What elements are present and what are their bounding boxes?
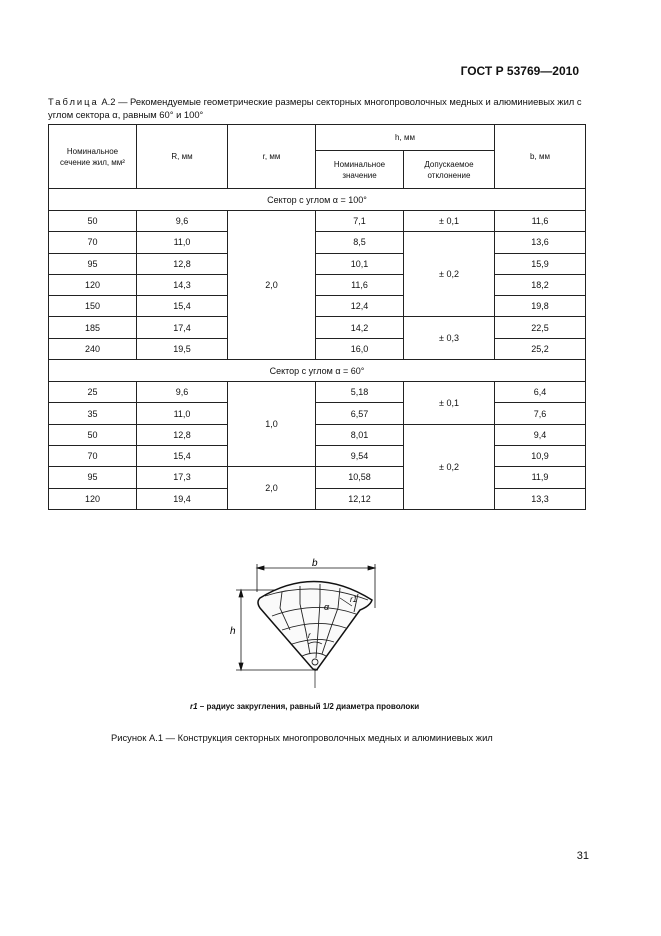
table-caption-number: А.2 [101,96,116,107]
cell-section: 120 [49,274,137,295]
table-row [49,488,586,509]
cell-h: 9,54 [316,445,404,466]
cell-section: 25 [49,382,137,403]
table-row [49,253,586,274]
cell-b: 19,8 [495,296,586,317]
cell-R: 12,8 [137,424,228,445]
cell-b: 9,4 [495,424,586,445]
section-title-60: Сектор с углом α = 60° [49,360,586,382]
table-row [49,467,586,488]
cell-R: 14,3 [137,274,228,295]
cell-b: 7,6 [495,403,586,424]
table-caption-text: — Рекомендуемые геометрические размеры секторных многопроволочных медных и алюминиевых жил с углом сектора α, равным 60° и 100° [48,96,582,120]
header-h-nominal: Номинальное значение [316,151,404,189]
label-r: r [308,631,311,640]
cell-b: 25,2 [495,338,586,359]
cell-R: 15,4 [137,296,228,317]
cell-h: 7,1 [316,211,404,232]
cell-section: 95 [49,467,137,488]
cell-section: 240 [49,338,137,359]
cell-tolerance: ± 0,1 [404,211,495,232]
cell-section: 50 [49,211,137,232]
table-row [49,424,586,445]
table-row [49,382,586,403]
cell-section: 185 [49,317,137,338]
cell-section: 150 [49,296,137,317]
cell-h: 10,1 [316,253,404,274]
cell-R: 19,5 [137,338,228,359]
table-caption [48,95,608,121]
cell-R: 9,6 [137,382,228,403]
cell-R: 17,4 [137,317,228,338]
page-number: 31 [576,850,589,862]
header-r: r, мм [228,125,316,189]
cell-tolerance: ± 0,2 [404,232,495,317]
cell-R: 17,3 [137,467,228,488]
cell-b: 18,2 [495,274,586,295]
label-b: b [312,558,318,569]
cell-r: 2,0 [228,211,316,360]
note-symbol: r1 [190,702,198,711]
cell-R: 19,4 [137,488,228,509]
header-h: h, мм [316,125,495,151]
cell-r: 2,0 [228,467,316,510]
table-caption-prefix: Таблица [48,96,99,107]
header-section: Номинальное сечение жил, мм² [49,125,137,189]
table-row [49,445,586,466]
cell-r: 1,0 [228,382,316,467]
cell-section: 70 [49,232,137,253]
cell-b: 22,5 [495,317,586,338]
label-h: h [230,626,236,637]
label-r1: r1 [350,595,358,604]
figure-note [190,702,419,711]
cell-h: 5,18 [316,382,404,403]
cell-b: 13,3 [495,488,586,509]
cell-h: 8,01 [316,424,404,445]
table-row [49,296,586,317]
cell-R: 9,6 [137,211,228,232]
table-row [49,274,586,295]
cell-section: 95 [49,253,137,274]
note-text: – радиус закругления, равный 1/2 диаметра проволоки [199,702,420,711]
cell-b: 11,6 [495,211,586,232]
header-h-tolerance: Допускаемое отклонение [404,151,495,189]
cell-h: 10,58 [316,467,404,488]
cell-h: 8,5 [316,232,404,253]
cell-section: 120 [49,488,137,509]
table-row [49,403,586,424]
cell-section: 50 [49,424,137,445]
cell-h: 12,4 [316,296,404,317]
header-b: b, мм [495,125,586,189]
cell-b: 11,9 [495,467,586,488]
cell-section: 35 [49,403,137,424]
cell-b: 13,6 [495,232,586,253]
table-row [49,211,586,232]
table-row [49,338,586,359]
sector-conductor-figure [220,558,390,693]
cell-b: 10,9 [495,445,586,466]
cell-R: 11,0 [137,232,228,253]
figure-caption: Рисунок А.1 — Конструкция секторных многопроволочных медных и алюминиевых жил [111,732,493,743]
standard-code: ГОСТ Р 53769—2010 [460,64,579,78]
dimensions-table [48,124,586,510]
cell-h: 11,6 [316,274,404,295]
cell-R: 15,4 [137,445,228,466]
cell-tolerance: ± 0,1 [404,382,495,425]
cell-h: 12,12 [316,488,404,509]
cell-tolerance: ± 0,2 [404,424,495,509]
cell-tolerance: ± 0,3 [404,317,495,360]
cell-h: 16,0 [316,338,404,359]
label-alpha: α [324,602,330,612]
section-title-100: Сектор с углом α = 100° [49,189,586,211]
table-row [49,232,586,253]
cell-b: 15,9 [495,253,586,274]
cell-b: 6,4 [495,382,586,403]
cell-R: 12,8 [137,253,228,274]
cell-section: 70 [49,445,137,466]
table-row [49,317,586,338]
cell-h: 6,57 [316,403,404,424]
cell-R: 11,0 [137,403,228,424]
header-R: R, мм [137,125,228,189]
cell-h: 14,2 [316,317,404,338]
